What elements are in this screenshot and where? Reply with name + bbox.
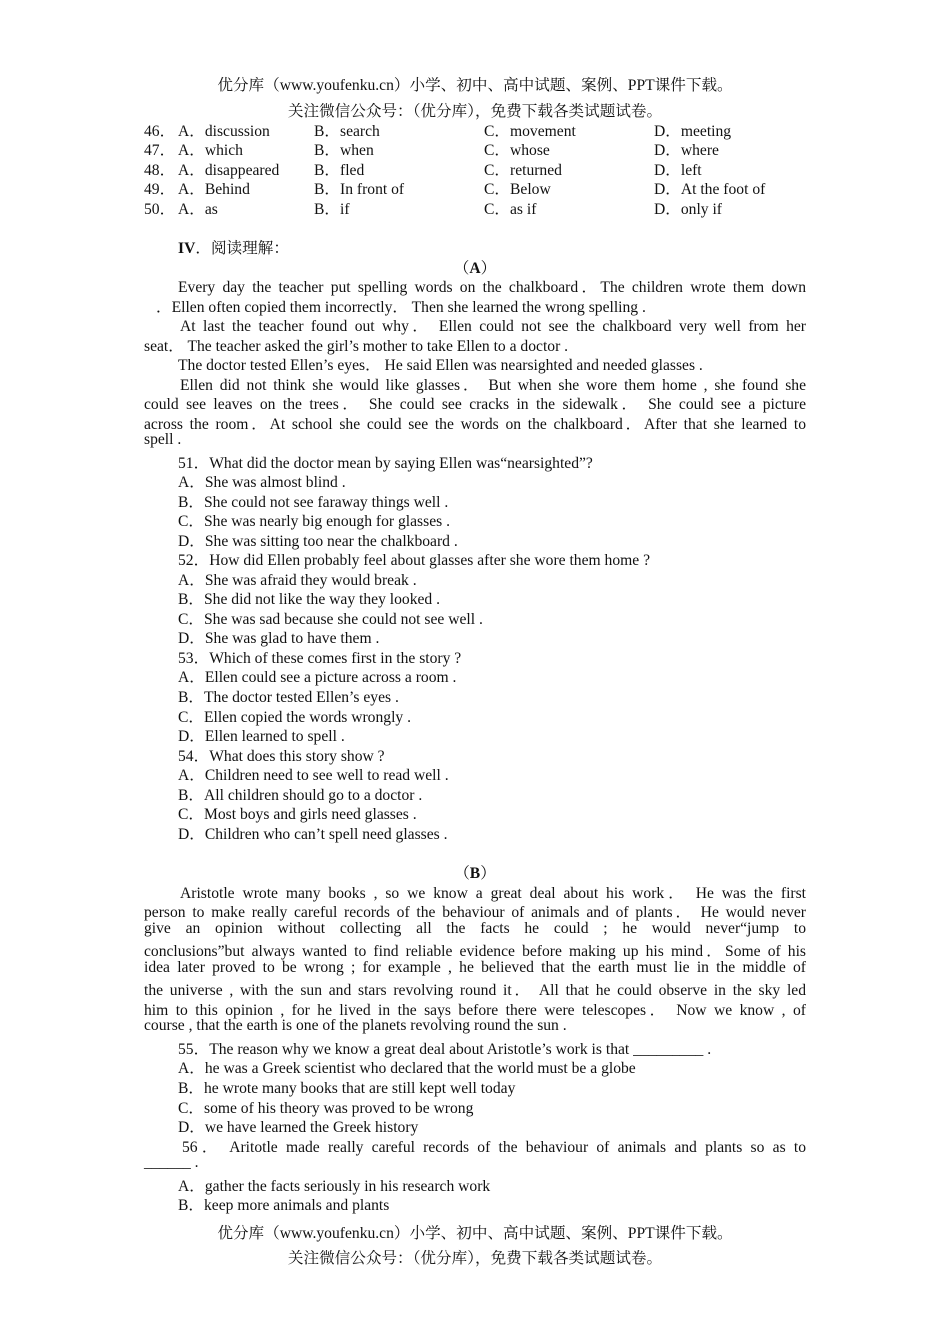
option-c: C．Most boys and girls need glasses . [178, 806, 417, 823]
option-c: C．Ellen copied the words wrongly . [178, 709, 412, 726]
option-c: C．returned [484, 162, 562, 179]
option-d: D．only if [654, 201, 723, 218]
option-b: B．if [314, 201, 350, 218]
paragraph-line: him to this opinion , for he lived in the says before there were telescopes． Now we know , of [144, 1002, 806, 1019]
question-number: 50． [144, 201, 176, 218]
cloze-row [144, 158, 824, 178]
option-a: A．which [178, 142, 243, 159]
option-d: D．She was glad to have them . [178, 630, 380, 647]
cloze-row [144, 119, 824, 139]
passage-b-label: （B） [454, 865, 496, 882]
option-c: C．She was sad because she could not see well . [178, 611, 483, 628]
option-a: A．discussion [178, 123, 270, 140]
question-52: 52．How did Ellen probably feel about glasses after she wore them home ? [178, 552, 651, 569]
option-d: D．where [654, 142, 719, 159]
question-54: 54．What does this story show ? [178, 748, 385, 765]
paragraph-line: course , that the earth is one of the planets revolving round the sun . [144, 1017, 567, 1034]
question-53: 53．Which of these comes first in the story ? [178, 650, 462, 667]
option-c: C．Below [484, 181, 551, 198]
paragraph-line: across the room．At school she could see the words on the chalkboard．After that she learned to [144, 416, 806, 433]
option-a: A．She was afraid they would break . [178, 572, 417, 589]
option-a: A．Ellen could see a picture across a room . [178, 669, 457, 686]
option-b: B．In front of [314, 181, 405, 198]
paragraph-line: Aristotle wrote many books , so we know a great deal about his work． He was the first [180, 885, 806, 902]
paragraph-line: seat． The teacher asked the girl’s mother to take Ellen to a doctor . [144, 338, 569, 355]
option-d: D．meeting [654, 123, 732, 140]
option-c: C．some of his theory was proved to be wrong [178, 1100, 474, 1117]
option-b: B．The doctor tested Ellen’s eyes . [178, 689, 399, 706]
option-c: C．movement [484, 123, 576, 140]
question-56: 56． Aritotle made really careful records of the behaviour of animals and plants so as to [182, 1139, 806, 1156]
option-b: B．She could not see faraway things well . [178, 494, 449, 511]
paragraph-line: give an opinion without collecting all the facts he could ; he would never“jump to [144, 920, 806, 937]
question-55: 55．The reason why we know a great deal about Aristotle’s work is that _________ . [178, 1041, 712, 1058]
paragraph-line: could see leaves on the trees． She could see cracks in the sidewalk． She could see a picture [144, 396, 806, 413]
option-a: A．Children need to see well to read well . [178, 767, 449, 784]
option-b: B．he wrote many books that are still kept well today [178, 1080, 516, 1097]
option-d: D．She was sitting too near the chalkboard . [178, 533, 458, 550]
section-heading [178, 236, 289, 258]
paragraph-line: spell . [144, 431, 182, 448]
option-a: A．he was a Greek scientist who declared that the world must be a globe [178, 1060, 636, 1077]
paragraph-line: the universe , with the sun and stars revolving round it． All that he could observe in the sky led [144, 982, 806, 999]
option-a: A．Behind [178, 181, 250, 198]
question-number: 48． [144, 162, 176, 179]
option-b: B．keep more animals and plants [178, 1197, 390, 1214]
option-a: A．gather the facts seriously in his research work [178, 1178, 491, 1195]
paragraph-line: Ellen did not think she would like glasses． But when she wore them home , she found she [180, 377, 806, 394]
header-line-2: 关注微信公众号：（优分库），免费下载各类试题试卷。 [287, 103, 663, 120]
cloze-row [144, 177, 824, 197]
option-d: D．At the foot of [654, 181, 766, 198]
question-number: 49． [144, 181, 176, 198]
option-c: C．She was nearly big enough for glasses . [178, 513, 450, 530]
section-title: ．阅读理解： [195, 240, 289, 257]
option-b: B．She did not like the way they looked . [178, 591, 441, 608]
footer-line-2: 关注微信公众号：（优分库），免费下载各类试题试卷。 [287, 1250, 663, 1267]
paragraph-line: ．Ellen often copied them incorrectly． Then she learned the wrong spelling . [156, 299, 646, 316]
question-51: 51．What did the doctor mean by saying Ellen was“nearsighted”? [178, 455, 593, 472]
paragraph-line: person to make really careful records of the behaviour of animals and of plants． He would never [144, 904, 806, 921]
question-56-blank: ______ . [144, 1154, 199, 1171]
paragraph-line: idea later proved to be wrong ; for example , he believed that the earth must lie in the middle of [144, 959, 806, 976]
cloze-row [144, 138, 824, 158]
paragraph-line: conclusions”but always wanted to find reliable evidence before making up his mind．Some of his [144, 943, 806, 960]
option-d: D．Ellen learned to spell . [178, 728, 345, 745]
option-b: B．All children should go to a doctor . [178, 787, 423, 804]
option-c: C．whose [484, 142, 550, 159]
option-a: A．She was almost blind . [178, 474, 346, 491]
option-b: B．when [314, 142, 374, 159]
header-line-1: 优分库（www.youfenku.cn）小学、初中、高中试题、案例、PPT课件下载。 [217, 77, 733, 94]
cloze-row [144, 197, 824, 217]
option-d: D．left [654, 162, 702, 179]
passage-a-label: （A） [453, 260, 497, 277]
footer-line-1: 优分库（www.youfenku.cn）小学、初中、高中试题、案例、PPT课件下载。 [217, 1225, 733, 1242]
paragraph-line: Every day the teacher put spelling words on the chalkboard．The children wrote them down [178, 279, 806, 296]
option-c: C．as if [484, 201, 537, 218]
paragraph-line: The doctor tested Ellen’s eyes． He said Ellen was nearsighted and needed glasses . [178, 357, 703, 374]
option-b: B．fled [314, 162, 365, 179]
paragraph-line: At last the teacher found out why． Ellen could not see the chalkboard very well from her [180, 318, 806, 335]
option-d: D．we have learned the Greek history [178, 1119, 419, 1136]
section-roman: IV [178, 240, 196, 257]
question-number: 46． [144, 123, 176, 140]
option-a: A．as [178, 201, 218, 218]
question-number: 47． [144, 142, 176, 159]
option-b: B．search [314, 123, 380, 140]
option-a: A．disappeared [178, 162, 280, 179]
option-d: D．Children who can’t spell need glasses . [178, 826, 448, 843]
